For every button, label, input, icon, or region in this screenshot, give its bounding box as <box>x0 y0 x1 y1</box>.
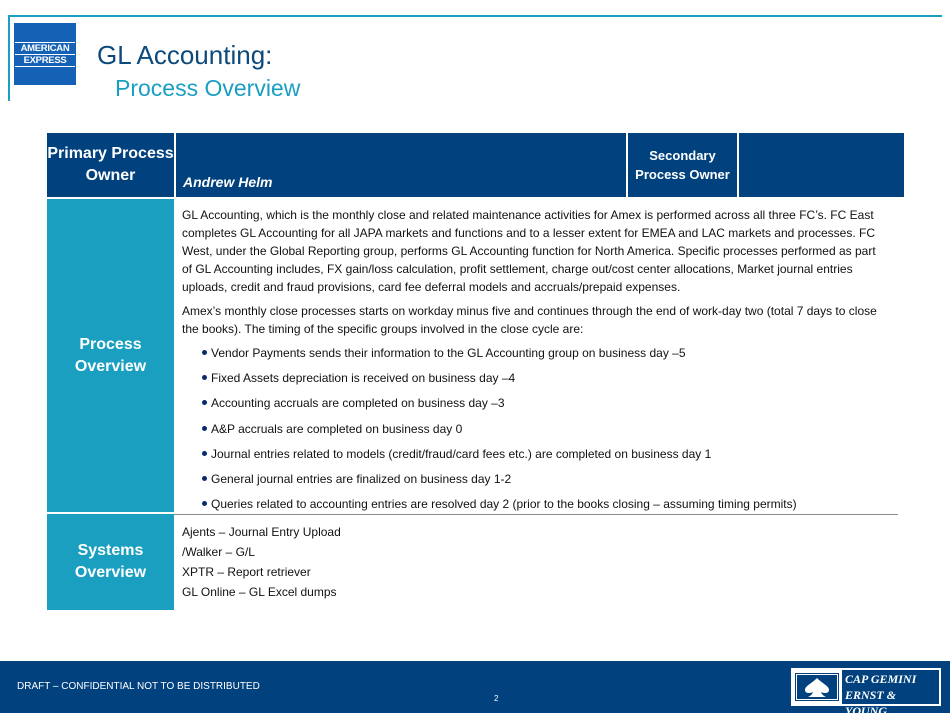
amex-logo <box>14 23 76 85</box>
systems-overview-label: Systems Overview <box>47 514 174 610</box>
system-item: XPTR – Report retriever <box>182 565 311 579</box>
spade-icon <box>795 673 839 701</box>
system-item: GL Online – GL Excel dumps <box>182 585 337 599</box>
page-title: GL Accounting: <box>97 40 273 70</box>
amex-logo-line1: AMERICAN <box>15 42 75 55</box>
top-divider <box>8 15 942 17</box>
primary-owner-cell <box>174 133 626 197</box>
cgey-line1: CAP GEMINI <box>845 672 917 686</box>
cgey-logo <box>791 668 941 718</box>
process-overview-content <box>182 206 882 520</box>
list-item: Journal entries related to models (credit/fraud/card fees etc.) are completed on business day 1 <box>182 445 882 470</box>
secondary-owner-value <box>737 133 904 197</box>
list-item: General journal entries are finalized on business day 1-2 <box>182 470 882 495</box>
list-item: Fixed Assets depreciation is received on business day –4 <box>182 369 882 394</box>
list-item: Queries related to accounting entries are resolved day 2 (prior to the books closing – assuming timing permits) <box>182 495 882 520</box>
row-separator <box>47 197 904 199</box>
amex-logo-line2: EXPRESS <box>15 55 75 67</box>
system-item: /Walker – G/L <box>182 545 255 559</box>
list-item: Vendor Payments sends their information to the GL Accounting group on business day –5 <box>182 344 882 369</box>
process-overview-label: Process Overview <box>47 199 174 512</box>
secondary-owner-label: Secondary Process Owner <box>626 133 737 197</box>
page-number: 2 <box>494 694 499 703</box>
primary-owner-label: Primary Process Owner <box>47 133 174 197</box>
systems-overview-content <box>182 522 341 602</box>
primary-owner-value: Andrew Helm <box>183 174 273 190</box>
confidential-note: DRAFT – CONFIDENTIAL NOT TO BE DISTRIBUTED <box>17 681 260 692</box>
process-paragraph-2: Amex’s monthly close processes starts on workday minus five and continues through the end of work-day two (total 7 days to close the books). The timing of the specific groups involved in the close cycle are: <box>182 304 877 336</box>
left-divider <box>8 15 10 101</box>
cgey-wordmark <box>842 670 939 718</box>
page-subtitle: Process Overview <box>115 75 301 101</box>
close-cycle-list <box>182 344 882 520</box>
cgey-line2: ERNST & YOUNG <box>845 688 897 718</box>
section-separator <box>174 514 898 515</box>
process-paragraph-1: GL Accounting, which is the monthly close and related maintenance activities for Amex is performed across all three FC’s. FC East completes GL Accounting for all JAPA markets and functions and to a lesser extent for EMEA and LAC markets and processes. FC West, under the Global Reporting group, performs GL Accounting function for North America. Specific processes performed as part of GL Accounting includes, FX gain/loss calculation, profit settlement, charge out/cost center allocations, Market journal entries uploads, credit and fraud provisions, card fee deferral models and accruals/prepaid expenses. <box>182 208 876 294</box>
list-item: A&P accruals are completed on business day 0 <box>182 420 882 445</box>
list-item: Accounting accruals are completed on business day –3 <box>182 394 882 419</box>
system-item: Ajents – Journal Entry Upload <box>182 525 341 539</box>
